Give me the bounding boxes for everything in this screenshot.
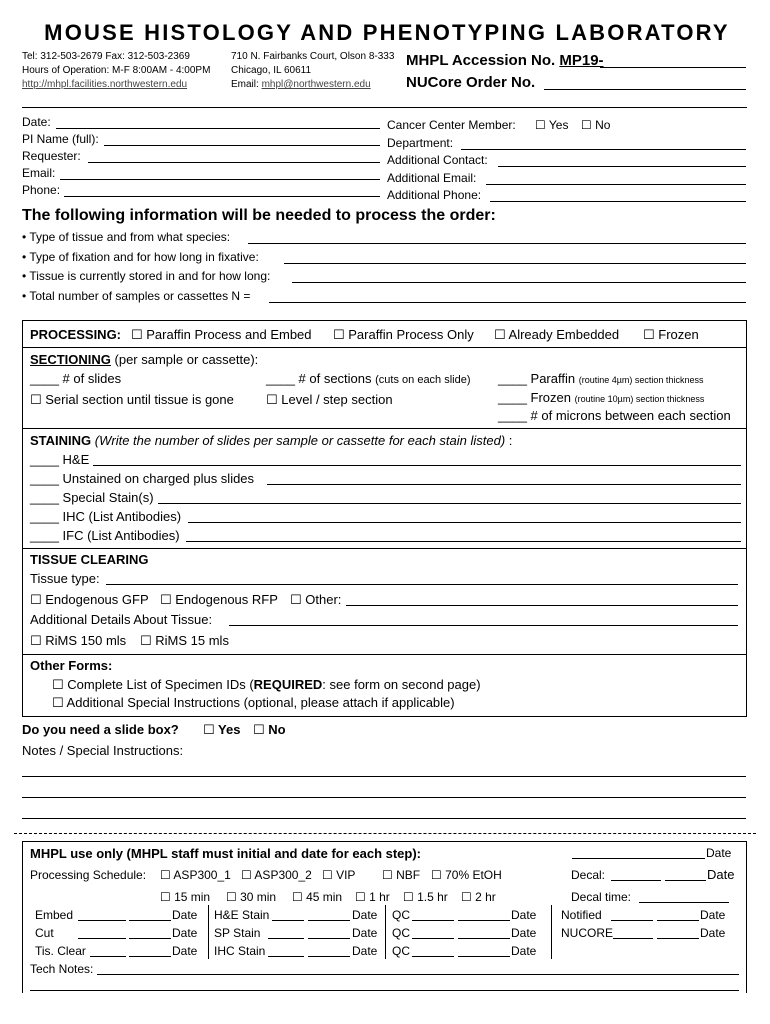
other-checkbox[interactable]: ☐ Other: <box>290 592 342 607</box>
additional-contact-label: Additional Contact: <box>387 153 488 167</box>
stain-item[interactable]: ____ Unstained on charged plus slides <box>30 471 255 486</box>
email-field[interactable] <box>60 179 380 180</box>
sp-stain-label: SP Stain <box>214 926 261 940</box>
schedule-option[interactable]: ☐ ASP300_2 <box>241 868 312 882</box>
ihc-stain-date-field[interactable] <box>308 956 350 957</box>
divider <box>22 548 747 549</box>
fixation-field[interactable] <box>284 263 746 264</box>
gfp-checkbox[interactable]: ☐ Endogenous GFP <box>30 592 149 607</box>
embed-initial-field[interactable] <box>78 920 126 921</box>
time-option[interactable]: ☐ 1.5 hr <box>403 890 448 904</box>
cut-label: Cut <box>35 926 54 940</box>
qc-date-field[interactable] <box>458 956 510 957</box>
order-label: NUCore Order No. <box>406 74 536 91</box>
he-stain-initial-field[interactable] <box>272 920 304 921</box>
address-line-2: Chicago, IL 60611 <box>231 65 312 76</box>
qc-initial-field[interactable] <box>412 938 454 939</box>
time-option[interactable]: ☐ 1 hr <box>355 890 390 904</box>
rfp-checkbox[interactable]: ☐ Endogenous RFP <box>160 592 278 607</box>
tis-clear-initial-field[interactable] <box>90 956 126 957</box>
cancer-center-no[interactable]: ☐ No <box>581 118 611 132</box>
qc-label: QC <box>392 944 410 958</box>
phone-field[interactable] <box>64 196 380 197</box>
microns-between[interactable]: ____ # of microns between each section <box>498 408 731 423</box>
email-contact <box>231 78 371 91</box>
email-label-field: Email: <box>22 166 56 180</box>
notes-line[interactable] <box>22 797 746 798</box>
slide-box-no[interactable]: ☐ No <box>253 722 286 737</box>
processing-row <box>30 327 121 342</box>
additional-phone-field[interactable] <box>490 201 746 202</box>
sectioning-heading: SECTIONING (per sample or cassette): <box>30 352 259 367</box>
accession-field[interactable] <box>600 67 746 68</box>
date-label: Date <box>700 926 726 940</box>
stain-field[interactable] <box>186 541 741 542</box>
tel-fax: Tel: 312-503-2679 Fax: 312-503-2369 <box>22 51 190 62</box>
order-info-item: • Tissue is currently stored in and for how long: <box>22 269 271 283</box>
schedule-option[interactable]: ☐ 70% EtOH <box>431 868 502 882</box>
processing-option[interactable]: ☐ Already Embedded <box>494 327 620 342</box>
processing-option[interactable]: ☐ Paraffin Process Only <box>333 327 474 342</box>
he-stain-label: H&E Stain <box>214 908 270 922</box>
stain-item[interactable]: ____ H&E <box>30 452 90 467</box>
nucore-label: NUCORE <box>561 926 614 940</box>
requester-label: Requester: <box>22 149 81 163</box>
address-line-1: 710 N. Fairbanks Court, Olson 8-333 <box>231 51 395 62</box>
storage-field[interactable] <box>292 282 746 283</box>
additional-contact-field[interactable] <box>498 166 746 167</box>
column-divider <box>551 905 552 959</box>
qc-label: QC <box>392 908 410 922</box>
other-field[interactable] <box>346 605 738 606</box>
nucore-initial-field[interactable] <box>613 938 653 939</box>
qc-initial-field[interactable] <box>412 956 454 957</box>
stain-item[interactable]: ____ Special Stain(s) <box>30 490 154 505</box>
notified-initial-field[interactable] <box>611 920 653 921</box>
stain-item[interactable]: ____ IHC (List Antibodies) <box>30 509 182 524</box>
tissue-type-field[interactable] <box>106 584 738 585</box>
staining-heading: STAINING (Write the number of slides per sample or cassette for each stain listed) : <box>30 433 513 448</box>
paraffin-thickness[interactable]: ____ Paraffin (routine 4µm) section thickness <box>498 371 704 386</box>
rims-15-checkbox[interactable]: ☐ RiMS 15 mls <box>140 633 229 648</box>
additional-details-field[interactable] <box>229 625 738 626</box>
additional-email-field[interactable] <box>486 184 746 185</box>
order-info-item: • Type of tissue and from what species: <box>22 230 231 244</box>
website-link[interactable]: http://mhpl.facilities.northwestern.edu <box>22 79 188 90</box>
num-sections[interactable]: ____ # of sections (cuts on each slide) <box>266 371 471 386</box>
phone-label: Phone: <box>22 183 61 197</box>
divider <box>22 428 747 429</box>
date-label: Date <box>511 926 537 940</box>
divider <box>22 347 747 348</box>
processing-label: PROCESSING: <box>30 327 122 342</box>
other-forms-heading: Other Forms: <box>30 658 113 673</box>
accession-label: MHPL Accession No. MP19- <box>406 52 604 69</box>
header-divider <box>22 107 747 108</box>
embed-date-field[interactable] <box>129 920 171 921</box>
ihc-stain-initial-field[interactable] <box>268 956 304 957</box>
cut-line <box>14 833 756 834</box>
tech-notes-field[interactable] <box>30 990 739 991</box>
sp-stain-initial-field[interactable] <box>268 938 304 939</box>
column-divider <box>385 905 386 959</box>
order-info-item: • Type of fixation and for how long in fixative: <box>22 250 259 264</box>
date-label: Date <box>172 926 198 940</box>
date-field[interactable] <box>56 128 380 129</box>
date-label: Date <box>352 908 378 922</box>
cancer-center-yes[interactable]: ☐ Yes <box>535 118 569 132</box>
tech-notes-label: Tech Notes: <box>30 962 94 976</box>
stain-field[interactable] <box>158 503 741 504</box>
time-option[interactable]: ☐ 2 hr <box>461 890 496 904</box>
pi-name-field[interactable] <box>104 145 380 146</box>
qc-date-field[interactable] <box>458 938 510 939</box>
date-label: Date <box>706 846 732 860</box>
stain-field[interactable] <box>188 522 741 523</box>
nucore-date-field[interactable] <box>657 938 699 939</box>
accession-prefix: MP19- <box>559 52 604 69</box>
decal-time-field[interactable] <box>639 902 729 903</box>
level-section-checkbox[interactable]: ☐ Level / step section <box>266 392 393 407</box>
tech-notes-field[interactable] <box>97 974 739 975</box>
tissue-type-label: Tissue type: <box>30 571 100 586</box>
decal-date-field[interactable] <box>665 880 706 881</box>
decal-label: Decal: <box>571 868 606 882</box>
column-divider <box>208 905 209 959</box>
decal-field[interactable] <box>611 880 661 881</box>
department-label: Department: <box>387 136 454 150</box>
notified-label: Notified <box>561 908 602 922</box>
order-field[interactable] <box>544 89 746 90</box>
additional-email-label: Additional Email: <box>387 171 477 185</box>
notes-line[interactable] <box>22 818 746 819</box>
stain-item[interactable]: ____ IFC (List Antibodies) <box>30 528 180 543</box>
divider <box>22 654 747 655</box>
processing-option[interactable]: ☐ Paraffin Process and Embed <box>131 327 312 342</box>
date-label: Date <box>700 908 726 922</box>
date-initial-field[interactable] <box>572 858 705 859</box>
time-option[interactable]: ☐ 15 min <box>160 890 211 904</box>
additional-phone-label: Additional Phone: <box>387 188 482 202</box>
processing-option[interactable]: ☐ Frozen <box>643 327 699 342</box>
notes-label: Notes / Special Instructions: <box>22 743 184 758</box>
schedule-option[interactable]: ☐ VIP <box>322 868 356 882</box>
cut-date-field[interactable] <box>129 938 171 939</box>
embed-label: Embed <box>35 908 74 922</box>
tis-clear-date-field[interactable] <box>129 956 171 957</box>
he-stain-date-field[interactable] <box>308 920 350 921</box>
order-info-item: • Total number of samples or cassettes N = <box>22 289 251 303</box>
pi-name-label: PI Name (full): <box>22 132 99 146</box>
notified-date-field[interactable] <box>657 920 699 921</box>
email-link[interactable]: mhpl@northwestern.edu <box>261 79 371 90</box>
cancer-center-label: Cancer Center Member: <box>387 118 516 132</box>
num-slides[interactable]: ____ # of slides <box>30 371 122 386</box>
specimen-list-checkbox[interactable]: ☐ Complete List of Specimen IDs (REQUIRED: see form on second page) <box>52 677 481 692</box>
qc-label: QC <box>392 926 410 940</box>
serial-section-checkbox[interactable]: ☐ Serial section until tissue is gone <box>30 392 234 407</box>
notes-line[interactable] <box>22 776 746 777</box>
email-label: Email: <box>231 79 262 90</box>
hours: Hours of Operation: M-F 8:00AM - 4:00PM <box>22 65 211 76</box>
requester-field[interactable] <box>88 162 380 163</box>
stain-field[interactable] <box>267 484 741 485</box>
sample-count-field[interactable] <box>269 302 746 303</box>
frozen-thickness[interactable]: ____ Frozen (routine 10µm) section thickness <box>498 390 705 405</box>
mhpl-use-heading: MHPL use only (MHPL staff must initial and date for each step): <box>30 846 422 861</box>
time-option[interactable]: ☐ 45 min <box>292 890 343 904</box>
order-info-heading: The following information will be needed to process the order: <box>22 207 496 224</box>
qc-initial-field[interactable] <box>412 920 454 921</box>
rims-150-checkbox[interactable]: ☐ RiMS 150 mls <box>30 633 127 648</box>
date-label: Date <box>172 908 198 922</box>
qc-date-field[interactable] <box>458 920 510 921</box>
date-label: Date <box>511 944 537 958</box>
date-label: Date <box>352 944 378 958</box>
processing-schedule-label: Processing Schedule: <box>30 868 147 882</box>
tis-clear-label: Tis. Clear <box>35 944 86 958</box>
stain-field[interactable] <box>93 465 741 466</box>
slide-box-yes[interactable]: ☐ Yes <box>203 722 241 737</box>
tissue-clearing-heading: TISSUE CLEARING <box>30 552 149 567</box>
schedule-option[interactable]: ☐ ASP300_1 <box>160 868 231 882</box>
date-label: Date <box>172 944 198 958</box>
schedule-option[interactable]: ☐ NBF <box>382 868 421 882</box>
tissue-species-field[interactable] <box>248 243 746 244</box>
slide-box-question: Do you need a slide box? <box>22 722 179 737</box>
date-label: Date <box>352 926 378 940</box>
additional-details-label: Additional Details About Tissue: <box>30 612 213 627</box>
time-option[interactable]: ☐ 30 min <box>226 890 277 904</box>
department-field[interactable] <box>461 149 746 150</box>
special-instructions-checkbox[interactable]: ☐ Additional Special Instructions (optional, please attach if applicable) <box>52 695 455 710</box>
decal-time-label: Decal time: <box>571 890 632 904</box>
ihc-stain-label: IHC Stain <box>214 944 266 958</box>
sp-stain-date-field[interactable] <box>308 938 350 939</box>
decal-date-label: Date <box>707 867 735 882</box>
date-label: Date <box>511 908 537 922</box>
date-label: Date: <box>22 115 51 129</box>
cut-initial-field[interactable] <box>78 938 126 939</box>
page-title: MOUSE HISTOLOGY AND PHENOTYPING LABORATORY <box>44 20 730 45</box>
